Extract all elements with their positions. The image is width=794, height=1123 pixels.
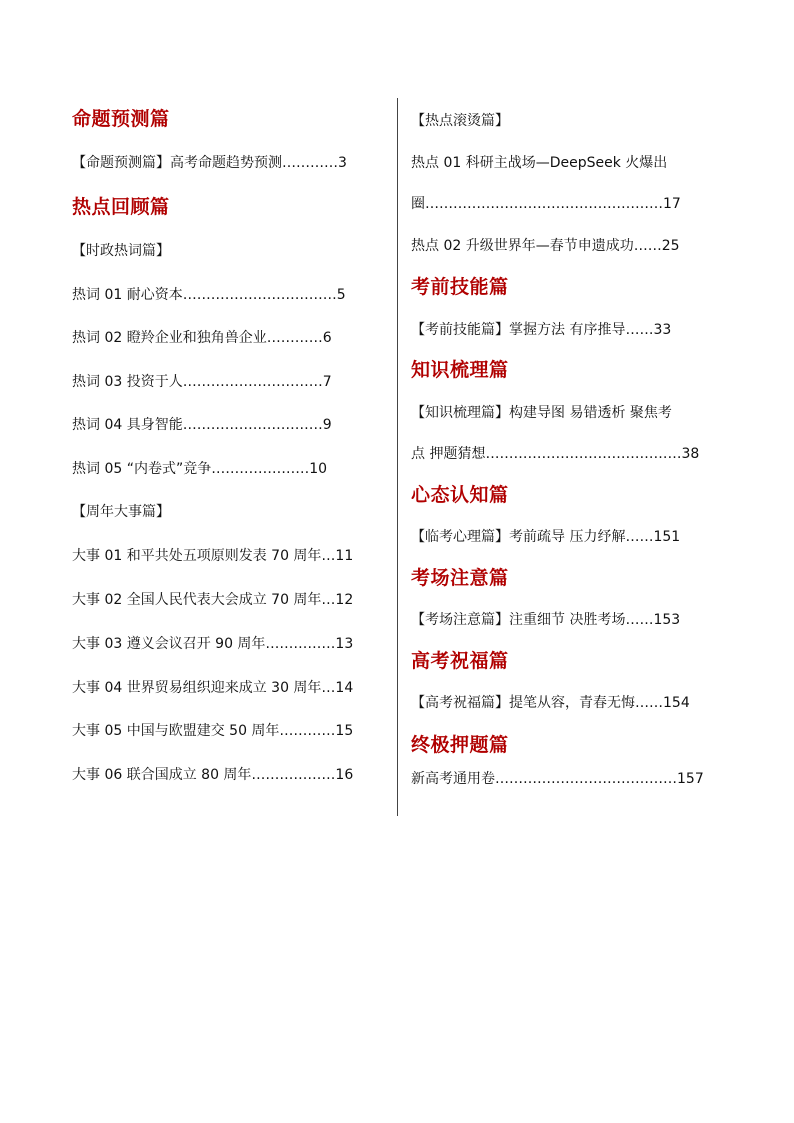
column-divider	[397, 98, 398, 816]
toc-entry-hotspot-1-line2[interactable]: 圈……………………………………………17	[411, 196, 681, 212]
toc-entry-event-5[interactable]: 大事 05 中国与欧盟建交 50 周年…………15	[72, 723, 354, 739]
toc-entry-hotspot-2[interactable]: 热点 02 升级世界年—春节申遗成功……25	[411, 238, 680, 254]
section-heading-review: 热点回顾篇	[72, 196, 170, 218]
toc-entry-blessing[interactable]: 【高考祝福篇】提笔从容，青春无悔……154	[411, 695, 690, 711]
toc-entry-knowledge-line1[interactable]: 【知识梳理篇】构建导图 易错透析 聚焦考	[411, 405, 672, 421]
subsection-hotspot: 【热点滚烫篇】	[411, 113, 509, 129]
toc-entry-hotword-2[interactable]: 热词 02 瞪羚企业和独角兽企业…………6	[72, 330, 332, 346]
toc-entry-exam[interactable]: 【考场注意篇】注重细节 决胜考场……153	[411, 612, 681, 628]
section-heading-skills: 考前技能篇	[411, 276, 509, 298]
toc-entry-hotword-3[interactable]: 热词 03 投资于人…………………………7	[72, 374, 332, 390]
toc-entry-final[interactable]: 新高考通用卷…………………………………157	[411, 771, 704, 787]
toc-entry-event-1[interactable]: 大事 01 和平共处五项原则发表 70 周年…11	[72, 548, 354, 564]
toc-entry-event-2[interactable]: 大事 02 全国人民代表大会成立 70 周年…12	[72, 592, 354, 608]
section-heading-exam: 考场注意篇	[411, 567, 509, 589]
section-heading-mindset: 心态认知篇	[411, 484, 509, 506]
section-heading-final: 终极押题篇	[411, 734, 509, 756]
toc-entry-mindset[interactable]: 【临考心理篇】考前疏导 压力纾解……151	[411, 529, 681, 545]
subsection-politics: 【时政热词篇】	[72, 243, 170, 259]
toc-entry-prediction[interactable]: 【命题预测篇】高考命题趋势预测…………3	[72, 155, 347, 171]
toc-entry-hotword-5[interactable]: 热词 05 “内卷式”竞争…………………10	[72, 461, 328, 477]
section-heading-blessing: 高考祝福篇	[411, 650, 509, 672]
toc-entry-knowledge-line2[interactable]: 点 押题猜想……………………………………38	[411, 446, 700, 462]
toc-entry-event-3[interactable]: 大事 03 遵义会议召开 90 周年……………13	[72, 636, 354, 652]
toc-entry-skills[interactable]: 【考前技能篇】掌握方法 有序推导……33	[411, 322, 672, 338]
section-heading-prediction: 命题预测篇	[72, 108, 170, 130]
toc-entry-hotword-1[interactable]: 热词 01 耐心资本……………………………5	[72, 287, 346, 303]
toc-entry-event-6[interactable]: 大事 06 联合国成立 80 周年………………16	[72, 767, 354, 783]
subsection-anniversary: 【周年大事篇】	[72, 504, 170, 520]
toc-entry-event-4[interactable]: 大事 04 世界贸易组织迎来成立 30 周年…14	[72, 680, 354, 696]
toc-entry-hotword-4[interactable]: 热词 04 具身智能…………………………9	[72, 417, 332, 433]
section-heading-knowledge: 知识梳理篇	[411, 359, 509, 381]
toc-entry-hotspot-1-line1[interactable]: 热点 01 科研主战场—DeepSeek 火爆出	[411, 155, 668, 171]
